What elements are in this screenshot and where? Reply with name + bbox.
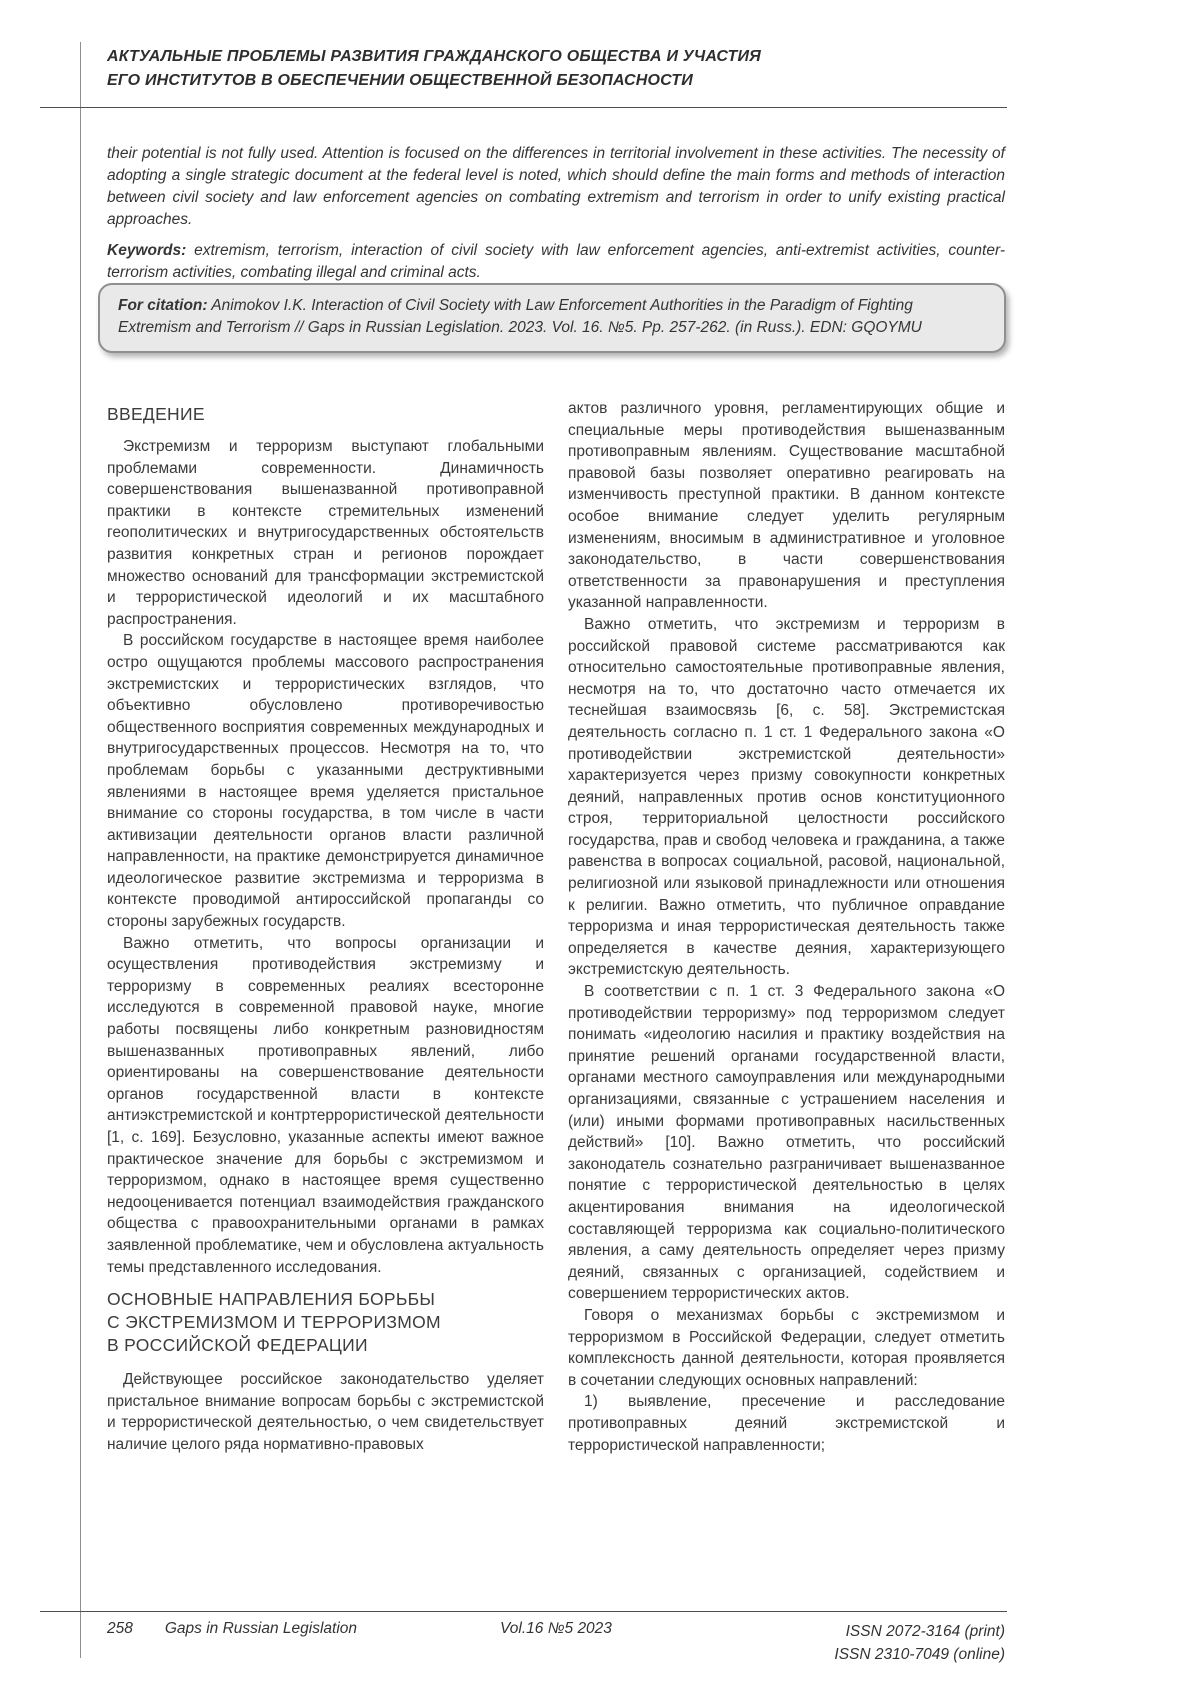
paragraph: Говоря о механизмах борьбы с экстремизмом и терроризмом в Российской Федерации, следует отметить комплексность данной деятельности, которая проявляется в сочетании следующих основных направлений: bbox=[568, 1306, 1005, 1389]
keywords-label: Keywords: bbox=[107, 241, 187, 259]
list-item-1: 1) выявление, пресечение и расследование противоправных деяний экстремистской и террористической направленности; bbox=[568, 1393, 1005, 1454]
issn-block bbox=[688, 1620, 1005, 1666]
running-head-line2: ЕГО ИНСТИТУТОВ В ОБЕСПЕЧЕНИИ ОБЩЕСТВЕННОЙ БЕЗОПАСНОСТИ bbox=[107, 72, 693, 89]
paragraph: Важно отметить, что экстремизм и терроризм в российской правовой системе рассматриваются как относительно самостоятельные противоправные явления, несмотря на то, что достаточно часто отмечается их теснейшая взаимосвязь [6, с. 58]. Экстремистская деятельность согласно п. 1 ст. 1 Федерального закона «О противодействии экстремистской деятельности» характеризуется через призму совокупности конкретных деяний, направленных против основ конституционного строя, территориальной целостности российского государства, прав и свобод человека и гражданина, а также равенства в вопросах социальной, расовой, национальной, религиозной или языковой принадлежности или отношения к религии. Важно отметить, что публичное оправдание терроризма и иная террористическая деятельность также определяется в качестве деяния, характеризующего экстремистскую деятельность. bbox=[568, 615, 1005, 979]
main-heading-line2: С ЭКСТРЕМИЗМОМ И ТЕРРОРИЗМОМ bbox=[107, 1312, 441, 1333]
header-rule bbox=[40, 107, 1007, 108]
volume-info: Vol.16 №5 2023 bbox=[500, 1620, 612, 1637]
section-heading-introduction: ВВЕДЕНИЕ bbox=[107, 404, 205, 424]
abstract-text: their potential is not fully used. Attention is focused on the differences in territorial involvement in these activities. The necessity of adopting a single strategic document at the federal level is noted, which should define the main forms and methods of interaction between civil society and law enforcement agencies on combating extremism and terrorism in order to unify existing practical approaches. bbox=[107, 144, 1005, 228]
citation-paragraph bbox=[118, 295, 986, 339]
keywords-text: extremism, terrorism, interaction of civil society with law enforcement agencies, anti-extremist activities, counter-terrorism activities, combating illegal and criminal acts. bbox=[107, 241, 1005, 281]
citation-box bbox=[98, 283, 1006, 353]
keywords-paragraph bbox=[107, 240, 1005, 284]
issn-online: ISSN 2310-7049 (online) bbox=[834, 1646, 1005, 1663]
footer bbox=[107, 1620, 1005, 1666]
paragraph-continuation: актов различного уровня, регламентирующих общие и специальные меры противодействия вышеназванным противоправным явлениям. Существование масштабной правовой базы позволяет оперативно реагировать на изменчивость преступной практики. В данном контексте особое внимание следует уделить регулярным изменениям, вносимым в административное и уголовное законодательство, в части совершенствования ответственности за правонарушения и преступления указанной направленности. bbox=[568, 400, 1005, 612]
paragraph: Экстремизм и терроризм выступают глобальными проблемами современности. Динамичность совершенствования вышеназванной противоправной практики в контексте стремительных изменений геополитических и внутригосударственных обстоятельств развития конкретных стран и регионов порождает множество оснований для трансформации экстремистской и террористической идеологий и их масштабного распространения. bbox=[107, 438, 544, 628]
page-number: 258 bbox=[107, 1620, 133, 1637]
footer-rule bbox=[40, 1611, 1007, 1612]
citation-text: Animokov I.K. Interaction of Civil Society with Law Enforcement Authorities in the Paradigm of Fighting Extremism and Terrorism // Gaps in Russian Legislation. 2023. Vol. 16. №5. Pp. 257-262. (in Russ.). EDN: GQOYMU bbox=[118, 297, 922, 336]
main-heading-line3: В РОССИЙСКОЙ ФЕДЕРАЦИИ bbox=[107, 1335, 368, 1356]
left-margin-rule bbox=[80, 42, 81, 1658]
main-heading-line1: ОСНОВНЫЕ НАПРАВЛЕНИЯ БОРЬБЫ bbox=[107, 1289, 436, 1310]
paragraph: Важно отметить, что вопросы организации и осуществления противодействия экстремизму и терроризму в современных реалиях всесторонне исследуются в современной правовой науке, многие работы посвящены либо конкретным разновидностям вышеназванных противоправных явлений, либо ориентированы на совершенствование деятельности органов государственной власти в контексте антиэкстремистской и контртеррористической деятельности [1, с. 169]. Безусловно, указанные аспекты имеют важное практическое значение для борьбы с экстремизмом и терроризмом, однако в настоящее время существенно недооценивается потенциал взаимодействия гражданского общества с правоохранительными органами в рамках заявленной проблематике, чем и обусловлена актуальность темы представленного исследования. bbox=[107, 934, 544, 1276]
paragraph: В соответствии с п. 1 ст. 3 Федерального закона «О противодействии терроризму» под терроризмом следует понимать «идеологию насилия и практику воздействия на принятие решений органами государственной власти, органами местного самоуправления или международными организациями, связанные с устрашением населения и (или) иными формами противоправных насильственных действий» [10]. Важно отметить, что российский законодатель сознательно разграничивает вышеназванное понятие с террористической деятельностью в целях акцентирования внимания на идеологической составляющей терроризма как социально-политического явления, а саму деятельность определяет через призму деяний, связанных с организацией, содействием и совершением террористических актов. bbox=[568, 983, 1005, 1303]
footer-left bbox=[107, 1620, 424, 1666]
citation-label: For citation: bbox=[118, 297, 208, 314]
left-column bbox=[107, 398, 544, 1456]
running-head bbox=[107, 45, 1007, 93]
paragraph: Действующее российское законодательство уделяет пристальное внимание вопросам борьбы с экстремистской и террористической деятельностью, о чем свидетельствует наличие целого ряда нормативно-правовых bbox=[107, 1371, 544, 1453]
journal-name: Gaps in Russian Legislation bbox=[164, 1620, 358, 1637]
right-column bbox=[568, 398, 1005, 1456]
section-heading-main-directions bbox=[107, 1288, 544, 1357]
paragraph: В российском государстве в настоящее время наиболее остро ощущаются проблемы массового распространения экстремистских и террористических взглядов, что объективно обусловлено противоречивостью общественного восприятия современных международных и внутригосударственных процессов. Несмотря на то, что проблемам борьбы с указанными деструктивными явлениями в настоящее время уделяется пристальное внимание со стороны государства, в том числе в части активизации деятельности органов власти различной направленности, на практике демонстрируется динамичное идеологическое развитие экстремизма и терроризма в контексте проводимой антироссийской пропаганды со стороны зарубежных государств. bbox=[107, 632, 544, 931]
issn-print: ISSN 2072-3164 (print) bbox=[845, 1623, 1005, 1640]
article-body bbox=[107, 398, 1005, 1456]
running-head-line1: АКТУАЛЬНЫЕ ПРОБЛЕМЫ РАЗВИТИЯ ГРАЖДАНСКОГО ОБЩЕСТВА И УЧАСТИЯ bbox=[107, 48, 762, 65]
